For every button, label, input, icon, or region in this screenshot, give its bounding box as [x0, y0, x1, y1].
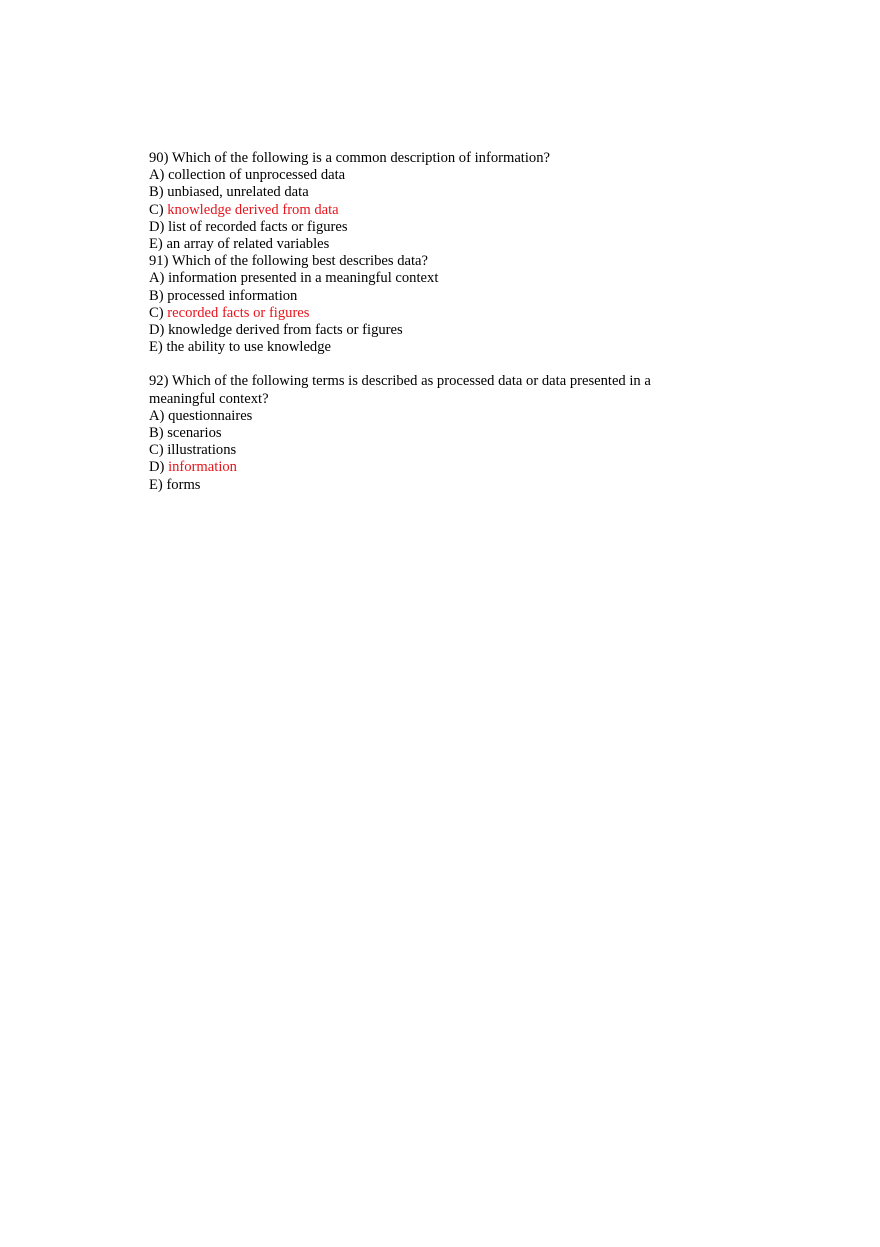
- option-letter: B): [149, 425, 164, 442]
- question-stem: [149, 373, 709, 407]
- question-document: [149, 150, 709, 494]
- option-text: the ability to use knowledge: [166, 339, 331, 356]
- option-letter: A): [149, 167, 165, 184]
- option-letter: D): [149, 218, 165, 235]
- correct-option-text: information: [168, 459, 237, 476]
- answer-option-b: [149, 184, 709, 201]
- question-91: [149, 253, 709, 356]
- question-92: [149, 373, 709, 493]
- option-letter: A): [149, 270, 165, 287]
- answer-option-c: [149, 442, 709, 459]
- option-text: an array of related variables: [166, 236, 330, 253]
- option-text: illustrations: [167, 442, 237, 459]
- answer-option-b: [149, 425, 709, 442]
- option-letter: D): [149, 322, 165, 339]
- question-text: Which of the following is a common description of information?: [171, 150, 550, 166]
- option-letter: B): [149, 287, 164, 304]
- answer-option-d: [149, 459, 709, 476]
- option-letter: C): [149, 442, 164, 459]
- answer-option-e: [149, 339, 709, 356]
- question-number: 90): [149, 150, 169, 166]
- answer-option-d: [149, 219, 709, 236]
- question-90: [149, 150, 709, 253]
- answer-option-c: [149, 202, 709, 219]
- correct-option-text: recorded facts or figures: [167, 304, 310, 321]
- option-letter: C): [149, 201, 164, 218]
- option-text: forms: [166, 476, 201, 493]
- question-number: 91): [149, 253, 169, 270]
- answer-option-d: [149, 322, 709, 339]
- option-letter: E): [149, 236, 163, 253]
- option-text: list of recorded facts or figures: [168, 218, 348, 235]
- option-letter: A): [149, 407, 165, 424]
- answer-option-a: [149, 167, 709, 184]
- answer-option-c: [149, 305, 709, 322]
- answer-option-a: [149, 270, 709, 287]
- option-text: unbiased, unrelated data: [167, 184, 309, 201]
- question-stem: [149, 253, 709, 270]
- question-text: Which of the following terms is described as processed data or data presented in a meaningful context?: [149, 373, 651, 407]
- answer-option-e: [149, 477, 709, 494]
- option-letter: C): [149, 304, 164, 321]
- option-letter: D): [149, 459, 165, 476]
- answer-option-a: [149, 408, 709, 425]
- option-text: information presented in a meaningful context: [168, 270, 439, 287]
- option-letter: E): [149, 476, 163, 493]
- option-text: processed information: [167, 287, 298, 304]
- correct-option-text: knowledge derived from data: [167, 201, 339, 218]
- option-letter: B): [149, 184, 164, 201]
- option-text: scenarios: [167, 425, 222, 442]
- question-number: 92): [149, 373, 169, 390]
- option-text: questionnaires: [168, 407, 253, 424]
- question-text: Which of the following best describes data?: [171, 253, 428, 270]
- answer-option-e: [149, 236, 709, 253]
- option-letter: E): [149, 339, 163, 356]
- option-text: knowledge derived from facts or figures: [168, 322, 403, 339]
- paragraph-gap: [149, 356, 709, 373]
- question-stem: [149, 150, 709, 167]
- answer-option-b: [149, 288, 709, 305]
- option-text: collection of unprocessed data: [168, 167, 346, 184]
